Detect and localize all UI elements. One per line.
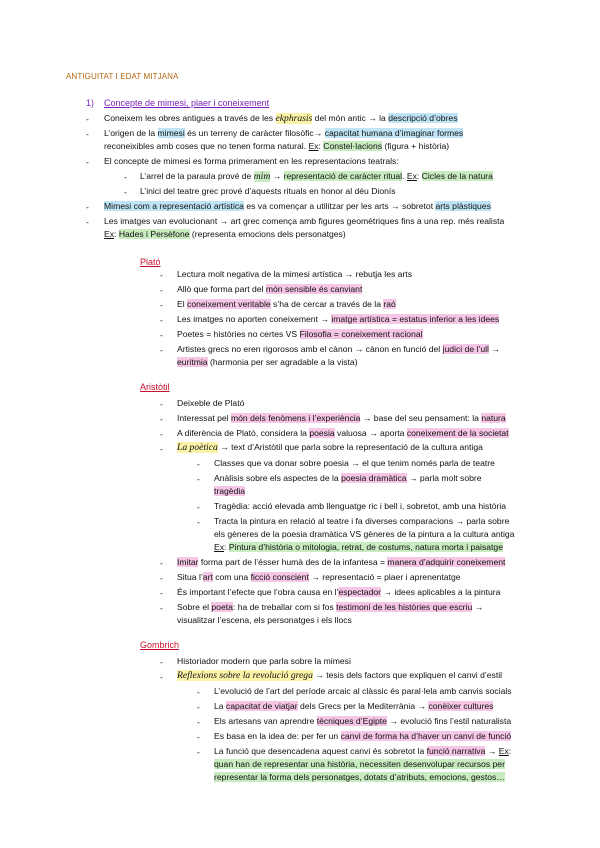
bullet-dash: - [160, 558, 163, 568]
bullet-dash: - [197, 459, 200, 469]
line-gomb-4: La capacitat de viatjar dels Grecs per la Mediterrània → conèixer cultures [214, 701, 494, 711]
bullet-dash: - [160, 270, 163, 280]
bullet-dash: - [160, 399, 163, 409]
bullet-dash: - [124, 172, 127, 182]
bullet-dash: - [160, 444, 163, 454]
line-gomb-5: Els artesans van aprendre tècniques d’Egipte → evolució fins l’estil naturalista [214, 716, 512, 726]
bullet-dash: - [86, 157, 89, 167]
line-evolucio: Les imatges van evolucionant → art grec comença amb figures geomètriques fins a una rep. més realista [104, 216, 505, 226]
line-gomb-9: representar la forma dels personatges, dotats d’atributs, emocions, gestos… [214, 772, 505, 782]
bullet-dash: - [197, 747, 200, 757]
line-arist-7: tragèdia [214, 486, 246, 496]
line-dionis: L’inici del teatre grec prové d’aquests rituals en honor al déu Dionís [140, 186, 396, 196]
line-gomb-1: Historiador modern que parla sobre la mimesi [177, 656, 351, 666]
line-teatre: El concepte de mimesi es forma primerament en les representacions teatrals: [104, 156, 399, 166]
line-arist-14: És important l’efecte que l’obra causa en l’espectador → idees aplicables a la pintura [177, 587, 501, 597]
line-arrel: L’arrel de la paraula prové de mim → representació de caràcter ritual. Ex: Cicles de la natura [140, 171, 493, 182]
line-plato-7: euritmia (harmonia per ser agradable a la vista) [177, 357, 358, 367]
line-arts-plastiques: Mimesi com a representació artística es va començar a utilitzar per les arts → sobretot arts plàstiques [104, 201, 491, 211]
section-number: 1) [86, 98, 95, 108]
line-plato-5: Poetes = històries no certes VS Filosofia = coneixement racional [177, 329, 423, 339]
bullet-dash: - [160, 330, 163, 340]
bullet-dash: - [160, 345, 163, 355]
document-title: ANTIGUITAT I EDAT MITJANA [66, 72, 179, 81]
bullet-dash: - [160, 588, 163, 598]
line-arist-9: Tracta la pintura en relació al teatre i fa diverses comparacions → parla sobre [214, 516, 510, 526]
line-plato-6: Artistes grecs no eren rigorosos amb el cànon → cànon en funció del judici de l’ull → [177, 344, 500, 354]
line-arist-6: Anàlisis sobre els aspectes de la poesia dramàtica → parla molt sobre [214, 473, 482, 483]
bullet-dash: - [197, 502, 200, 512]
line-arist-16: visualitzar l’escena, els personatges i els llocs [177, 615, 352, 625]
section-heading: Concepte de mimesi, plaer i coneixement [104, 98, 270, 108]
bullet-dash: - [197, 732, 200, 742]
line-arist-2: Interessat pel món dels fenòmens i l’experiència → base del seu pensament: la natura [177, 413, 506, 423]
bullet-dash: - [86, 217, 89, 227]
line-arist-4: La poètica → text d’Aristòtil que parla sobre la representació de la cultura antiga [177, 442, 483, 453]
line-plato-4: Les imatges no aporten coneixement → imatge artística = estatus inferior a les idees [177, 314, 500, 324]
line-arist-13: Situa l’art com una ficció conscient → representació = plaer i aprenentatge [177, 572, 461, 582]
bullet-dash: - [160, 285, 163, 295]
section-plato: Plató [140, 257, 161, 267]
bullet-dash: - [160, 315, 163, 325]
line-gomb-8: quan han de representar una història, necessiten desenvolupar recursos per [214, 759, 505, 769]
line-arist-10: els gèneres de la poesia dramàtica VS gèneres de la pintura a la cultura antiga [214, 529, 515, 539]
line-plato-1: Lectura molt negativa de la mimesi artística → rebutja les arts [177, 269, 412, 279]
bullet-dash: - [197, 687, 200, 697]
bullet-dash: - [160, 573, 163, 583]
section-gombrich: Gombrich [140, 640, 180, 650]
bullet-dash: - [197, 717, 200, 727]
bullet-dash: - [197, 474, 200, 484]
line-hades: Ex: Hades i Persèfone (representa emocions dels personatges) [104, 229, 346, 239]
bullet-dash: - [160, 672, 163, 682]
line-gomb-3: L’evolució de l’art del període arcaic al clàssic és paral·lela amb canvis socials [214, 686, 512, 696]
line-mimesi-origin-cont: reconeixibles amb coses que no tenen forma natural. Ex: Constel·lacions (figura + història) [104, 141, 450, 151]
line-plato-2: Allò que forma part del món sensible és canviant [177, 284, 363, 294]
bullet-dash: - [160, 657, 163, 667]
line-arist-11: Ex: Pintura d’història o mitologia, retrat, de costums, natura morta i paisatge [214, 542, 503, 552]
section-aristotil: Aristòtil [140, 382, 170, 392]
line-arist-15: Sobre el poeta: ha de treballar com si fos testimoni de les històries que escriu → [177, 602, 484, 612]
line-arist-8: Tragèdia: acció elevada amb llenguatge ric i bell i, sobretot, amb una història [214, 501, 507, 511]
line-arist-3: A diferència de Plató, considera la poesia valuosa → aporta coneixement de la societat [177, 428, 509, 438]
bullet-dash: - [197, 702, 200, 712]
line-ekphrasis: Coneixem les obres antigues a través de les ekphrasis del món antic → la descripció d’obres [104, 113, 458, 124]
bullet-dash: - [197, 517, 200, 527]
line-gomb-7: La funció que desencadena aquest canvi és sobretot la funció narrativa → Ex: [214, 746, 512, 756]
bullet-dash: - [86, 114, 89, 124]
bullet-dash: - [160, 603, 163, 613]
bullet-dash: - [124, 187, 127, 197]
line-gomb-2: Reflexions sobre la revolució grega → tesis dels factors que expliquen el canvi d’estil [177, 670, 503, 681]
line-plato-3: El coneixement veritable s’ha de cercar a través de la raó [177, 299, 396, 309]
bullet-dash: - [160, 414, 163, 424]
line-arist-5: Classes que va donar sobre poesia → el que tenim només parla de teatre [214, 458, 495, 468]
bullet-dash: - [86, 202, 89, 212]
bullet-dash: - [160, 300, 163, 310]
bullet-dash: - [160, 429, 163, 439]
line-mimesi-origin: L’origen de la mimesi és un terreny de caràcter filosòfic→ capacitat humana d’imaginar formes [104, 128, 464, 138]
line-arist-12: Imitar forma part de l’ésser humà des de la infantesa = manera d’adquirir coneixement [177, 557, 506, 567]
line-arist-1: Deixeble de Plató [177, 398, 245, 408]
bullet-dash: - [86, 129, 89, 139]
line-gomb-6: Es basa en la idea de: per fer un canvi de forma ha d’haver un canvi de funció [214, 731, 512, 741]
